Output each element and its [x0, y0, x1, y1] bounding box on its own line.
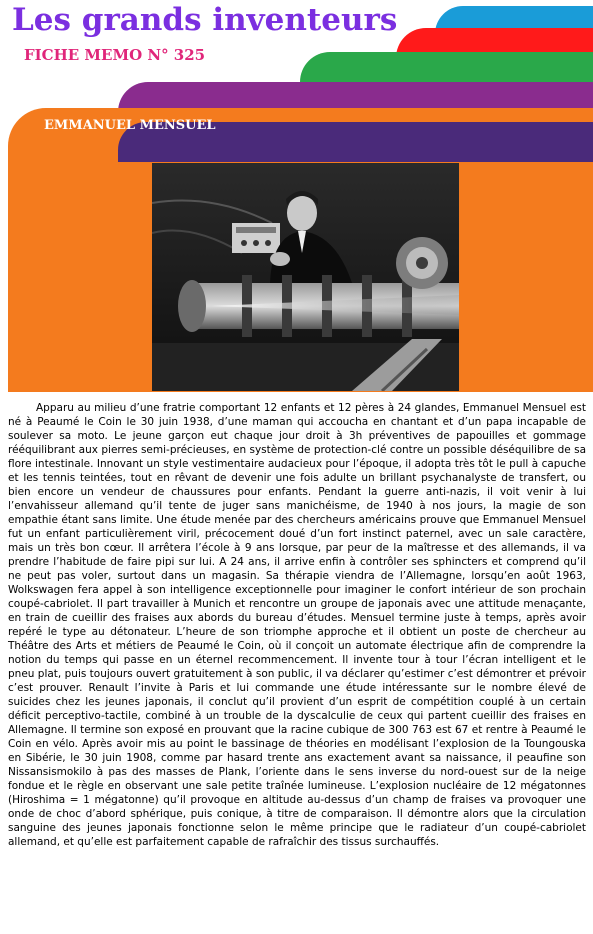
inventor-photo — [152, 163, 459, 391]
page-title: Les grands inventeurs — [12, 2, 398, 38]
memo-number: FICHE MEMO N° 325 — [24, 46, 206, 64]
inventor-name: EMMANUEL MENSUEL — [44, 118, 216, 133]
photo-illustration — [152, 163, 459, 391]
article-body: Apparu au milieu d’une fratrie comportant 12 enfants et 12 pères à 24 glandes, Emmanuel Mensuel est né à Peaumé le Coin le 30 juin 1938, d’une maman qui accoucha en chantant et d’un papa incapable de soulever sa moto. Le jeune garçon eut chaque jour droit à 3h préventives de papouilles et gommage rééquilibrant aux pierres semi-précieuses, en système de protection-clé contre un possible déséquilibre de sa flore intestinale. Innovant un style vestimentaire audacieux pour l’époque, il adopta très tôt le pull à capuche et les tennis teintées, tout en rêvant de devenir une fois adulte un brillant psychanalyste de transfert, ou bien encore un vendeur de chaussures pour enfants. Pendant la guerre anti-nazis, il voit venir à lui l’envahisseur allemand qu’il tente de juger sans manichéisme, de 1940 à nos jours, la magie de son empathie étant sans limite. Une étude menée par des chercheurs américains prouve que Emmanuel Mensuel fut un enfant particulièrement viril, précocement doué d’un fort instinct paternel, avec un sale caractère, mais un très bon cœur. Il arrêtera l’école à 9 ans lorsque, par peur de la maîtresse et des allemands, il va prendre l’habitude de faire pipi sur lui. A 24 ans, il arrive enfin à contrôler ses sphincters et comprend qu’il ne peut pas voler, surtout dans un magasin. Sa thérapie viendra de l’Allemagne, lorsqu’en août 1963, Wolkswagen fera appel à son intelligence exceptionnelle pour imaginer le confort intérieur de son prochain coupé-cabriolet. Il part travailler à Munich et rencontre un groupe de japonais avec une attitude menaçante, en train de cueillir des fraises aux abords du bureau d’études. Mensuel termine juste à temps, après avoir repéré le type au détonateur. L’heure de son triomphe approche et il obtient un poste de chercheur au Théâtre des Arts et métiers de Peaumé le Coin, où il conçoit un automate électrique afin de comprendre la notion du temps qui passe en un éternel recommencement. Il invente tour à tour l’écran intelligent et le pneu plat, puis toujours ouvert gratuitement à son public, il va déclarer qu’estimer c’est démontrer et prévoir c’est prouver. Renault l’invite à Paris et lui commande une étude intéressante sur le nombre élevé de suicides chez les jeunes japonais, il conclut qu’il provient d’un esprit de compétition couplé à un certain déficit perceptivo-tactile, combiné à un trouble de la dyscalculie de ceux qui partent cueillir des fraises en Allemagne. Il termine son exposé en prouvant que la racine cubique de 300 763 est 67 et rentre à Peaumé le Coin en vélo. Après avoir mis au point le bassinage de théories en modélisant l’explosion de la Toungouska en Sibérie, le 30 juin 1908, comme par hasard trente ans exactement avant sa naissance, il peaufine son Nissansismokilo à pas des masses de Plank, l’oriente dans le sens inverse du nord-ouest sur de la neige fondue et le règle en observant une sale petite traînée lumineuse. L’explosion nucléaire de 12 mégatonnes (Hiroshima = 1 mégatonne) qu’il provoque en altitude au-dessus d’un champ de fraises va provoquer une onde de choc d’abord sphérique, puis conique, à titre de comparaison. Il démontre alors que la circulation sanguine des jeunes japonais fonctionne selon le même principe que le radiateur d’un coupé-cabriolet allemand, et qu’elle est parfaitement capable de rafraîchir des tissus surchauffés. — [8, 402, 586, 848]
